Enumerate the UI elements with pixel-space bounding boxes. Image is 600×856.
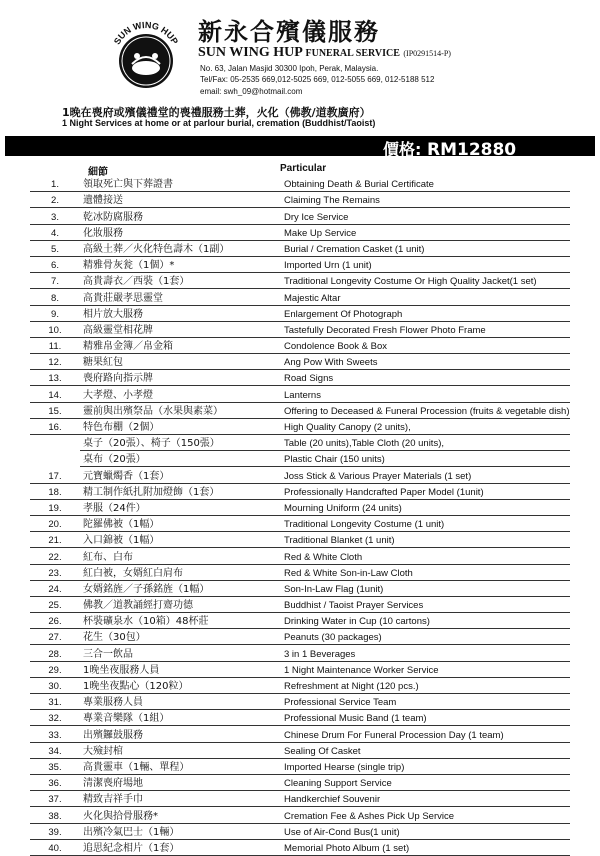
item-number: 38.	[30, 807, 80, 823]
item-description-en: Tastefully Decorated Fresh Flower Photo Frame	[281, 321, 570, 337]
item-number: 16.	[30, 418, 80, 434]
service-title-cn: 1晚在喪府或殯儀禮堂的喪禮服務土葬，火化（佛教/道教廣府）	[62, 106, 371, 119]
item-description-cn: 大孝燈、小孝燈	[80, 386, 281, 402]
item-number: 24.	[30, 580, 80, 596]
column-header-cn: 細節	[88, 167, 108, 178]
item-description-en: Joss Stick & Various Prayer Materials (1 set)	[281, 467, 570, 483]
item-description-cn: 三合一飲品	[80, 645, 281, 661]
item-description-cn: 精工制作紙扎附加燈飾（1套）	[80, 483, 281, 499]
item-description-cn: 陀羅佛被（1幅）	[80, 515, 281, 531]
item-number: 15.	[30, 402, 80, 418]
table-row	[30, 240, 570, 256]
item-description-cn: 花生（30包）	[80, 629, 281, 645]
item-number: 4.	[30, 224, 80, 240]
table-row	[30, 710, 570, 726]
item-description-cn: 杯裝礦泉水（10箱）48杯莊	[80, 613, 281, 629]
price	[383, 137, 516, 160]
item-description-en: Imported Hearse (single trip)	[281, 758, 570, 774]
item-description-cn: 1晚坐夜服務人員	[80, 661, 281, 677]
table-row	[30, 208, 570, 224]
table-row	[30, 726, 570, 742]
item-number: 19.	[30, 499, 80, 515]
table-row	[30, 256, 570, 272]
item-description-en: 3 in 1 Beverages	[281, 645, 570, 661]
item-description-en: Plastic Chair (150 units)	[281, 451, 570, 467]
table-row	[30, 774, 570, 790]
item-number: 31.	[30, 694, 80, 710]
item-number: 39.	[30, 823, 80, 839]
item-description-en: Ang Pow With Sweets	[281, 354, 570, 370]
table-row	[30, 192, 570, 208]
item-description-en: Dry Ice Service	[281, 208, 570, 224]
item-description-cn: 追思紀念相片（1套）	[80, 839, 281, 855]
table-row	[30, 532, 570, 548]
table-row	[30, 694, 570, 710]
item-description-cn: 1晚坐夜點心（120粒）	[80, 677, 281, 693]
table-row	[30, 354, 570, 370]
svg-text:SUN WING HUP: SUN WING HUP	[111, 19, 181, 47]
item-description-en: Professional Music Band (1 team)	[281, 710, 570, 726]
item-number: 34.	[30, 742, 80, 758]
item-description-cn: 桌布（20張）	[80, 451, 281, 467]
item-number: 25.	[30, 596, 80, 612]
item-description-cn: 高貴壽衣／西裝（1套）	[80, 273, 281, 289]
table-row	[30, 596, 570, 612]
table-row	[30, 661, 570, 677]
item-number: 27.	[30, 629, 80, 645]
item-description-cn: 紅白被，女婿紅白肩布	[80, 564, 281, 580]
item-description-cn: 大殮封棺	[80, 742, 281, 758]
table-row	[30, 451, 570, 467]
item-number: 8.	[30, 289, 80, 305]
item-number: 5.	[30, 240, 80, 256]
item-description-cn: 精雅骨灰瓮（1個）*	[80, 256, 281, 272]
table-row	[30, 499, 570, 515]
item-description-en: Traditional Longevity Costume Or High Quality Jacket(1 set)	[281, 273, 570, 289]
item-description-en: 1 Night Maintenance Worker Service	[281, 661, 570, 677]
item-number: 11.	[30, 337, 80, 353]
item-description-cn: 孝服（24件）	[80, 499, 281, 515]
item-description-en: Professionally Handcrafted Paper Model (1unit)	[281, 483, 570, 499]
item-description-en: Obtaining Death & Burial Certificate	[281, 176, 570, 192]
item-description-en: Traditional Longevity Costume (1 unit)	[281, 515, 570, 531]
table-row	[30, 629, 570, 645]
company-name-en-suffix: FUNERAL SERVICE	[305, 48, 400, 59]
item-description-cn: 高級靈堂相花牌	[80, 321, 281, 337]
item-number: 6.	[30, 256, 80, 272]
item-description-cn: 特色布棚（2個）	[80, 418, 281, 434]
item-description-cn: 糖果紅包	[80, 354, 281, 370]
table-row	[30, 823, 570, 839]
item-description-cn: 精致吉祥手巾	[80, 791, 281, 807]
table-row	[30, 807, 570, 823]
company-telfax: Tel/Fax: 05-2535 669,012-5025 669, 012-5055 669, 012-5188 512	[200, 75, 435, 84]
item-description-cn: 高貴靈車（1輛、單程）	[80, 758, 281, 774]
item-description-en: Son-In-Law Flag (1unit)	[281, 580, 570, 596]
item-description-cn: 紅布、白布	[80, 548, 281, 564]
item-number: 20.	[30, 515, 80, 531]
item-description-en: Buddhist / Taoist Prayer Services	[281, 596, 570, 612]
item-description-en: Condolence Book & Box	[281, 337, 570, 353]
item-description-cn: 乾冰防腐服務	[80, 208, 281, 224]
item-description-cn: 高貴莊嚴孝思靈堂	[80, 289, 281, 305]
item-description-cn: 入口錦被（1幅）	[80, 532, 281, 548]
item-description-en: Red & White Son-in-Law Cloth	[281, 564, 570, 580]
table-row	[30, 273, 570, 289]
table-row	[30, 224, 570, 240]
table-row	[30, 321, 570, 337]
item-number: 2.	[30, 192, 80, 208]
item-description-en: Make Up Service	[281, 224, 570, 240]
item-number: 13.	[30, 370, 80, 386]
item-description-cn: 出殯冷氣巴士（1輛）	[80, 823, 281, 839]
table-row	[30, 742, 570, 758]
item-number: 21.	[30, 532, 80, 548]
item-number: 33.	[30, 726, 80, 742]
table-row	[30, 791, 570, 807]
item-description-en: Table (20 units),Table Cloth (20 units),	[281, 435, 570, 451]
item-number: 12.	[30, 354, 80, 370]
item-number: 18.	[30, 483, 80, 499]
company-name-en-main: SUN WING HUP	[198, 45, 302, 60]
item-number: 28.	[30, 645, 80, 661]
item-number: 10.	[30, 321, 80, 337]
item-number: 26.	[30, 613, 80, 629]
item-description-en: Refreshment at Night (120 pcs.)	[281, 677, 570, 693]
item-description-en: Burial / Cremation Casket (1 unit)	[281, 240, 570, 256]
registration-number: (IP0291514-P)	[403, 49, 451, 58]
column-header-en: Particular	[280, 163, 327, 174]
item-description-en: Sealing Of Casket	[281, 742, 570, 758]
item-description-cn: 桌子（20張）、椅子（150張）	[80, 435, 281, 451]
item-number: 3.	[30, 208, 80, 224]
item-description-cn: 火化與拾骨服務*	[80, 807, 281, 823]
table-row	[30, 435, 570, 451]
item-description-cn: 遺體接送	[80, 192, 281, 208]
item-description-en: Imported Urn (1 unit)	[281, 256, 570, 272]
price-label: 價格:	[383, 140, 422, 159]
item-description-en: Road Signs	[281, 370, 570, 386]
table-row	[30, 386, 570, 402]
item-description-en: Red & White Cloth	[281, 548, 570, 564]
item-number: 40.	[30, 839, 80, 855]
table-row	[30, 515, 570, 531]
item-number: 32.	[30, 710, 80, 726]
service-items-table	[30, 176, 570, 856]
company-email: email: swh_09@hotmail.com	[200, 87, 303, 96]
item-number: 1.	[30, 176, 80, 192]
company-address: No. 63, Jalan Masjid 30300 Ipoh, Perak, Malaysia.	[200, 64, 379, 73]
item-description-en: Cremation Fee & Ashes Pick Up Service	[281, 807, 570, 823]
item-description-en: Cleaning Support Service	[281, 774, 570, 790]
item-number: 29.	[30, 661, 80, 677]
table-row	[30, 289, 570, 305]
item-number: 23.	[30, 564, 80, 580]
item-description-cn: 靈前與出殯祭品（水果與素菜）	[80, 402, 281, 418]
item-number: 17.	[30, 467, 80, 483]
table-row	[30, 402, 570, 418]
item-description-cn: 女婿銘旌／子孫銘旌（1幅）	[80, 580, 281, 596]
item-number: 9.	[30, 305, 80, 321]
item-description-en: Chinese Drum For Funeral Procession Day (1 team)	[281, 726, 570, 742]
table-row	[30, 564, 570, 580]
item-description-cn: 出殯鑼鼓服務	[80, 726, 281, 742]
item-description-cn: 佛教／道教誦經打齋功德	[80, 596, 281, 612]
item-description-cn: 專業服務人員	[80, 694, 281, 710]
item-description-en: Handkerchief Souvenir	[281, 791, 570, 807]
item-number: 22.	[30, 548, 80, 564]
company-logo	[104, 14, 188, 98]
item-number	[30, 435, 80, 451]
item-number: 7.	[30, 273, 80, 289]
item-description-en: Enlargement Of Photograph	[281, 305, 570, 321]
item-description-en: Mourning Uniform (24 units)	[281, 499, 570, 515]
item-description-en: High Quality Canopy (2 units),	[281, 418, 570, 434]
service-title-en: 1 Night Services at home or at parlour burial, cremation (Buddhist/Taoist)	[62, 118, 376, 128]
item-description-en: Majestic Altar	[281, 289, 570, 305]
item-description-cn: 領取死亡與下葬證書	[80, 176, 281, 192]
item-description-en: Professional Service Team	[281, 694, 570, 710]
table-row	[30, 483, 570, 499]
item-description-cn: 精雅帛金簿／帛金箱	[80, 337, 281, 353]
item-description-en: Memorial Photo Album (1 set)	[281, 839, 570, 855]
item-description-cn: 清潔喪府場地	[80, 774, 281, 790]
table-row	[30, 613, 570, 629]
item-description-en: Offering to Deceased & Funeral Procession (fruits & vegetable dish)	[281, 402, 570, 418]
table-row	[30, 467, 570, 483]
table-row	[30, 758, 570, 774]
item-description-cn: 高級土葬／火化特色壽木（1副）	[80, 240, 281, 256]
item-number: 37.	[30, 791, 80, 807]
table-row	[30, 548, 570, 564]
table-row	[30, 176, 570, 192]
table-row	[30, 839, 570, 855]
item-description-cn: 喪府路向指示牌	[80, 370, 281, 386]
table-row	[30, 370, 570, 386]
item-description-en: Peanuts (30 packages)	[281, 629, 570, 645]
price-value: RM12880	[426, 140, 517, 160]
item-description-cn: 相片放大服務	[80, 305, 281, 321]
table-row	[30, 677, 570, 693]
company-name-cn: 新永合殯儀服務	[198, 17, 380, 46]
table-row	[30, 645, 570, 661]
item-description-cn: 元寶蠟燭香（1套）	[80, 467, 281, 483]
item-description-en: Claiming The Remains	[281, 192, 570, 208]
item-number: 35.	[30, 758, 80, 774]
table-row	[30, 305, 570, 321]
table-row	[30, 418, 570, 434]
item-number	[30, 451, 80, 467]
table-row	[30, 337, 570, 353]
company-name-en	[198, 45, 451, 61]
item-description-cn: 化妝服務	[80, 224, 281, 240]
item-description-en: Drinking Water in Cup (10 cartons)	[281, 613, 570, 629]
item-number: 30.	[30, 677, 80, 693]
item-description-en: Lanterns	[281, 386, 570, 402]
item-description-cn: 專業音樂隊（1組）	[80, 710, 281, 726]
item-description-en: Use of Air-Cond Bus(1 unit)	[281, 823, 570, 839]
item-number: 14.	[30, 386, 80, 402]
table-row	[30, 580, 570, 596]
item-number: 36.	[30, 774, 80, 790]
item-description-en: Traditional Blanket (1 unit)	[281, 532, 570, 548]
